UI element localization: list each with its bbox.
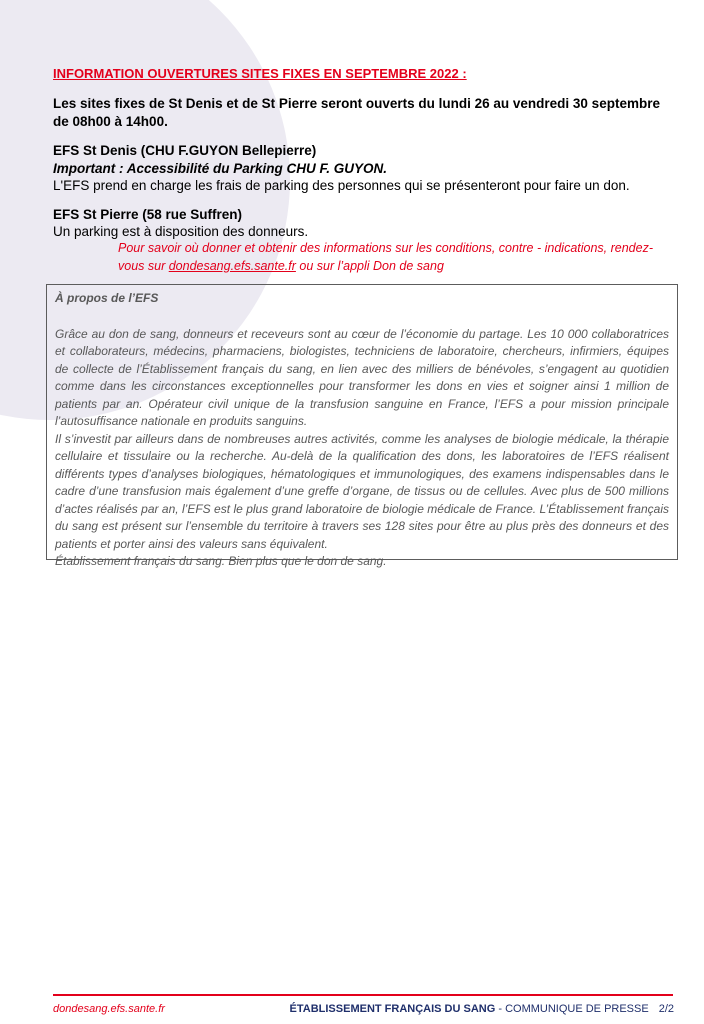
info-note: [118, 239, 678, 275]
footer-divider: [53, 994, 673, 996]
footer-separator: -: [495, 1003, 506, 1015]
about-efs-box: [46, 284, 678, 568]
site-st-denis-title: EFS St Denis (CHU F.GUYON Bellepierre): [53, 143, 317, 158]
about-paragraph: Établissement français du sang. Bien plus que le don de sang.: [55, 554, 387, 568]
footer-site-link[interactable]: dondesang.efs.sante.fr: [53, 1003, 165, 1015]
footer-credits: [290, 1003, 674, 1015]
about-paragraph: Il s’investit par ailleurs dans de nombreuses autres activités, comme les analyses de biologie médicale, la thérapie cellulaire et tissulaire ou la recherche. Au-delà de la qualification des dons, les laboratoires de l’EFS réalisent différents types d’analyses biologiques, hématologiques et immunologiques, des examens indispensables dans le cadre d’une transfusion mais également d’une greffe d’organe, de tissus ou de cellules. Avec plus de 500 millions d’actes réalisés par an, l’EFS est le plus grand laboratoire de biologie médicale de France. L’Établissement français du sang est présent sur l’ensemble du territoire à travers ses 128 sites pour être au plus près des donneurs et des patients et porter ainsi des valeurs sans équivalent.: [55, 431, 669, 551]
footer-doc-type: COMMUNIQUE DE PRESSE: [505, 1003, 649, 1015]
about-paragraph: Grâce au don de sang, donneurs et receveurs sont au cœur de l’économie du partage. Les 10 000 collaboratrices et collaborateurs, médecins, pharmaciens, biologistes, techniciens de laboratoire, chercheurs, infirmiers, équipes de collecte de l’Établissement français du sang, en lien avec des milliers de bénévoles, s’engagent au quotidien comme dans les circonstances exceptionnelles pour transformer les dons en vies et soigner ainsi 1 million de patients par an. Opérateur civil unique de la transfusion sanguine en France, l’EFS a pour mission principale l’autosuffisance nationale en produits sanguins.: [55, 326, 669, 428]
site-st-denis-important: Important : Accessibilité du Parking CHU F. GUYON.: [53, 161, 388, 176]
footer-org: ÉTABLISSEMENT FRANÇAIS DU SANG: [289, 1003, 496, 1015]
dondesang-link[interactable]: dondesang.efs.sante.fr: [168, 259, 296, 273]
site-st-denis-text: L'EFS prend en charge les frais de parking des personnes qui se présenteront pour faire un don.: [53, 178, 630, 193]
site-st-pierre-text: Un parking est à disposition des donneurs.: [53, 224, 309, 239]
about-title: À propos de l’EFS: [55, 291, 159, 305]
announcement-heading: INFORMATION OUVERTURES SITES FIXES EN SEPTEMBRE 2022 :: [53, 66, 467, 81]
footer-page-number: 2/2: [658, 1003, 674, 1015]
info-note-after: ou sur l’appli Don de sang: [295, 259, 444, 273]
site-st-pierre-title: EFS St Pierre (58 rue Suffren): [53, 207, 243, 222]
opening-dates-intro: Les sites fixes de St Denis et de St Pierre seront ouverts du lundi 26 au vendredi 30 septembre de 08h00 à 14h00.: [53, 96, 660, 129]
info-note-before: Pour savoir où donner et obtenir des informations sur les conditions, contre - indications, rendez-vous sur: [118, 241, 654, 273]
